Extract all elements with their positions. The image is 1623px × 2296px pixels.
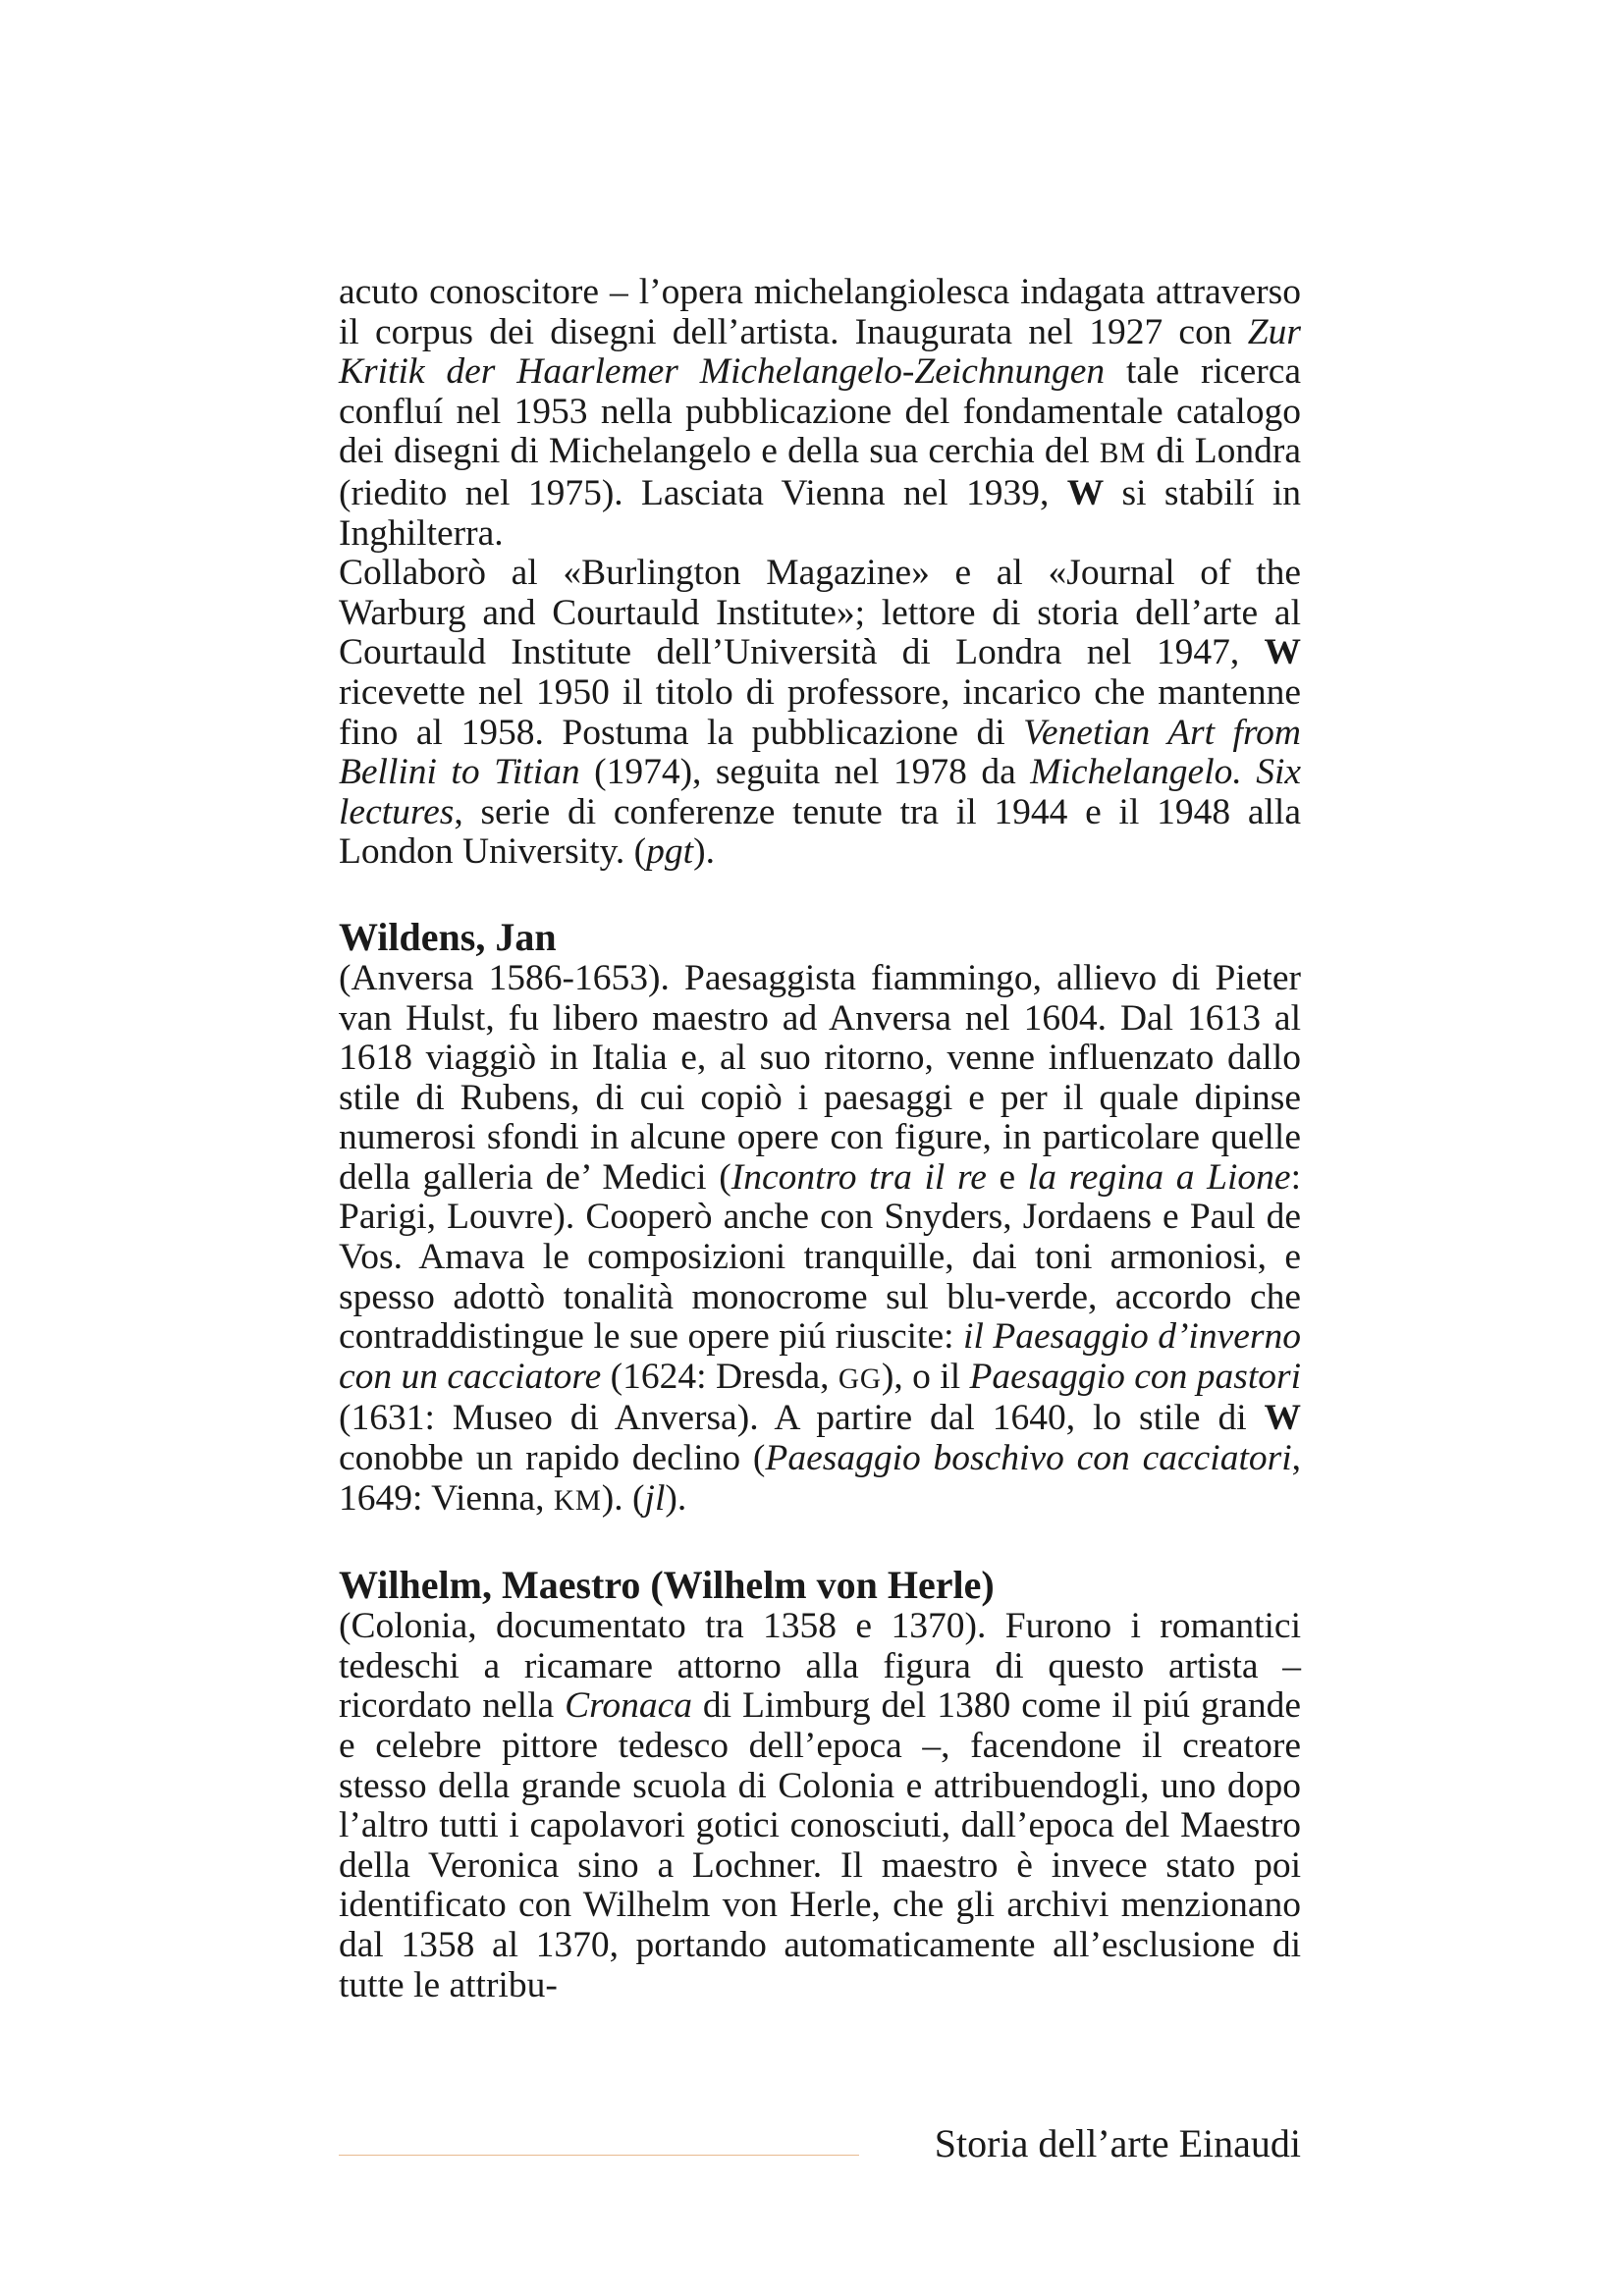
paragraph-wildens-body xyxy=(339,959,1301,1521)
bold-run: W xyxy=(1264,1398,1301,1439)
text-run: , 1649: Vienna, xyxy=(339,1438,1301,1519)
text-run: ). xyxy=(693,831,715,873)
smallcaps-run: KM xyxy=(553,1484,602,1517)
paragraph-wilhelm-body xyxy=(339,1607,1301,2005)
italic-run: Michelangelo. Six lectures xyxy=(339,752,1302,832)
entry-heading-wilhelm: Wilhelm, Maestro (Wilhelm von Herle) xyxy=(339,1563,995,1608)
text-run: conobbe un rapido declino ( xyxy=(339,1438,766,1479)
text-run: : Parigi, Louvre). Cooperò anche con Snyders, Jordaens e Paul de Vos. Amava le composizioni tranquille, dai toni armoniosi, e spesso adottò tonalità monocrome sul blu-verde, accordo che contraddistingue le sue opere piú riuscite: xyxy=(339,1156,1301,1358)
italic-run: Cronaca xyxy=(565,1685,692,1727)
bold-run: W xyxy=(1066,472,1105,513)
text-run: tale ricerca confluí nel 1953 nella pubblicazione del fondamentale catalogo dei disegni di Michelangelo e della sua cerchia del xyxy=(339,351,1301,472)
text-run: ). ( xyxy=(601,1477,645,1519)
text-run: di Londra (riedito nel 1975). Lasciata Vienna nel 1939, xyxy=(339,431,1301,513)
text-run: (1974), seguita nel 1978 da xyxy=(579,752,1031,793)
text-run: (1631: Museo di Anversa). A partire dal 1640, lo stile di xyxy=(339,1398,1265,1439)
italic-run: Incontro tra il re xyxy=(730,1156,987,1198)
text-run: ). xyxy=(665,1477,687,1519)
footer-title: Storia dell’arte Einaudi xyxy=(934,2121,1301,2165)
paragraph-wilde-career xyxy=(339,554,1301,873)
text-run: di Limburg del 1380 come il piú grande e celebre pittore tedesco dell’epoca –, facendone il creatore stesso della grande scuola di Colonia e attribuendogli, uno dopo l’altro tutti i capolavori gotici conosciuti, dall’epoca del Maestro della Veronica sino a Lochner. Il maestro è invece stato poi identificato con Wilhelm von Herle, che gli archivi menzionano dal 1358 al 1370, portando automaticamente all’esclusione di tutte le attribu- xyxy=(339,1685,1301,2005)
footer-rule xyxy=(339,2155,859,2156)
italic-run: Zur Kritik der Haarlemer Michelangelo-Zeichnungen xyxy=(339,311,1301,393)
text-run: Collaborò al «Burlington Magazine» e al «Journal of the Warburg and Courtauld Institute»; lettore di storia dell’arte al Courtauld Institute dell’Università di Londra nel 1947, xyxy=(339,553,1301,673)
smallcaps-run: BM xyxy=(1099,438,1147,470)
italic-run: Paesaggio boschivo con cacciatori xyxy=(765,1438,1292,1479)
smallcaps-run: GG xyxy=(838,1362,882,1395)
text-run: , serie di conferenze tenute tra il 1944 e il 1948 alla London University. ( xyxy=(339,791,1301,873)
paragraph-wilde-continued xyxy=(339,273,1301,554)
italic-run: Venetian Art from Bellini to Titian xyxy=(339,712,1301,793)
text-run: e xyxy=(986,1156,1028,1198)
bold-run: W xyxy=(1264,632,1301,673)
entry-heading-wildens: Wildens, Jan xyxy=(339,914,557,959)
italic-run: jl xyxy=(644,1477,666,1519)
text-run: acuto conoscitore – l’opera michelangiolesca indagata attraverso il corpus dei disegni dell’artista. Inaugurata nel 1927 con xyxy=(339,272,1301,352)
text-run: (1624: Dresda, xyxy=(601,1356,839,1397)
italic-run: il Paesaggio d’inverno con un cacciatore xyxy=(339,1316,1301,1397)
italic-run: Paesaggio con pastori xyxy=(969,1356,1302,1397)
text-run: si stabilí in Inghilterra. xyxy=(339,472,1302,554)
italic-run: pgt xyxy=(646,831,694,873)
text-run: (Colonia, documentato tra 1358 e 1370). Furono i romantici tedeschi a ricamare attorno alla figura di questo artista – ricordato nella xyxy=(339,1606,1301,1727)
italic-run: la regina a Lione xyxy=(1027,1156,1291,1198)
text-run: ), o il xyxy=(881,1356,970,1397)
text-run: (Anversa 1586-1653). Paesaggista fiammingo, allievo di Pieter van Hulst, fu libero maestro ad Anversa nel 1604. Dal 1613 al 1618 viaggiò in Italia e, al suo ritorno, venne influenzato dallo stile di Rubens, di cui copiò i paesaggi e per il quale dipinse numerosi sfondi in alcune opere con figure, in particolare quelle della galleria de’ Medici ( xyxy=(339,957,1301,1198)
article-body xyxy=(339,273,1301,2005)
text-run: ricevette nel 1950 il titolo di professore, incarico che mantenne fino al 1958. Postuma la pubblicazione di xyxy=(339,671,1301,753)
